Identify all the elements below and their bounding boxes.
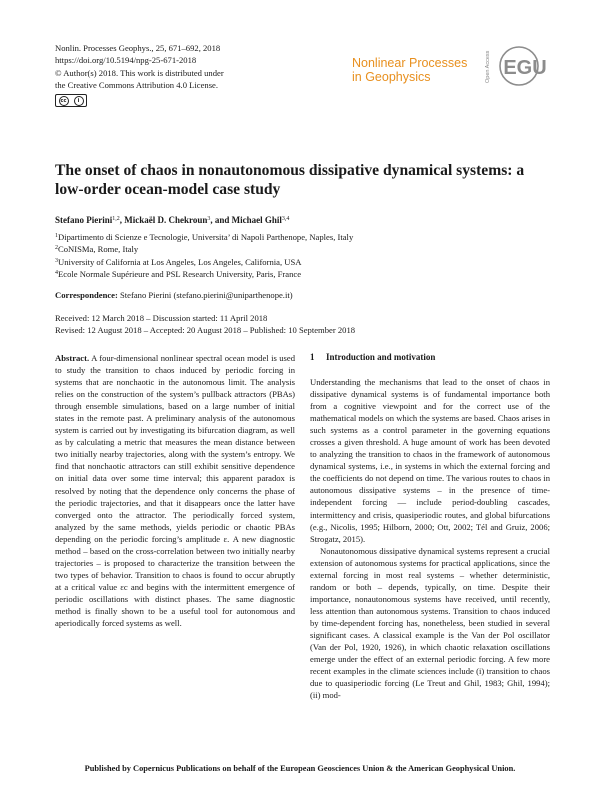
revised-dates: Revised: 12 August 2018 – Accepted: 20 August 2018 – Published: 10 September 2018 — [55, 325, 356, 336]
author-affil-sup: 1,2 — [112, 216, 120, 222]
author-list — [55, 215, 289, 225]
affiliation-text: University of California at Los Angeles, Los Angeles, California, USA — [58, 256, 302, 267]
author-sep: , — [119, 215, 125, 225]
section-title: Introduction and motivation — [326, 352, 436, 362]
affiliation — [55, 268, 353, 280]
egu-logo-text: EGU — [503, 57, 547, 79]
paragraph: Nonautonomous dissipative dynamical systems represent a crucial extension of autonomous systems for practical applications, since the external forcing in most real systems – whether deterministic, random or both – depends, typically, on time. Despite their importance, nonautonomous systems have received, until recently, less attention than autonomous systems. Transition to chaos induced by time-dependent forcing has, nonetheless, been studied in several significant cases. A classical example is the Van der Pol oscillator (Van der Pol, 1920, 1926), in which chaotic relaxation oscillations emerge under the effect of an external periodic forcing. A few more recent examples in the climate sciences include (i) transition to chaos due to quasiperiodic forcing (Le Treut and Ghil, 1983; Ghil, 1994); (ii) mod- — [310, 545, 550, 701]
affiliation — [55, 256, 353, 268]
author-name: Mickaël D. Chekroun — [124, 215, 208, 225]
egu-logo-icon — [497, 44, 553, 88]
correspondence-email[interactable]: Stefano Pierini (stefano.pierini@uniparthenope.it) — [117, 290, 293, 300]
correspondence — [55, 290, 293, 300]
journal-name-line2: in Geophysics — [352, 70, 431, 84]
paragraph: Understanding the mechanisms that lead to the onset of chaos in dissipative dynamical systems is of fundamental importance both from a cognitive viewpoint and for the correct use of the mathematical models on which the systems are based. Chaos arises in such systems as a control parameter in the governing equations crosses a given threshold. A huge amount of work has been devoted to analyzing the transition to chaos in the framework of autonomous dynamical systems, i.e., in systems in which the external forcing and the coefficients do not depend on time. The various routes to chaos in autonomous dissipative systems – in the presence of time-independent forcing — include period-doubling cascades, intermittency and crisis, quasiperiodic routes, and global bifurcations (e.g., Nicolis, 1995; Hilborn, 2000; Ott, 2002; Tél and Gruiz, 2006; Strogatz, 2015). — [310, 377, 550, 544]
abstract — [55, 352, 295, 629]
journal-name — [352, 56, 467, 84]
author-name: Michael Ghil — [231, 215, 282, 225]
affiliation-text: Dipartimento di Scienze e Tecnologie, Universita’ di Napoli Parthenope, Naples, Italy — [58, 232, 354, 242]
affiliation-sup: 1 — [55, 233, 58, 239]
section-number: 1 — [310, 352, 315, 362]
by-icon: i — [74, 96, 84, 106]
author-affil-sup: 3,4 — [281, 216, 290, 222]
author-affil-sup: 3 — [207, 216, 211, 222]
affiliation-list — [55, 231, 353, 281]
introduction-body — [310, 376, 550, 701]
journal-name-line1: Nonlinear Processes — [352, 56, 468, 70]
citation-block — [55, 42, 224, 92]
publisher-footer: Published by Copernicus Publications on behalf of the European Geosciences Union & the American Geophysical Union. — [84, 764, 516, 773]
open-access-label: Open Access — [485, 50, 491, 84]
affiliation-sup: 3 — [55, 257, 58, 264]
affiliation-sup: 2 — [55, 245, 58, 252]
cc-license-badge-icon[interactable] — [55, 94, 87, 107]
author-sep: , and — [210, 215, 232, 225]
paper-title: The onset of chaos in nonautonomous dissipative dynamical systems: a low-order ocean-model case study — [55, 162, 525, 198]
correspondence-label: Correspondence: — [55, 290, 118, 300]
abstract-text: A four-dimensional nonlinear spectral ocean model is used to study the transition to chaos induced by periodic forcing in systems that are nonchaotic in the autonomous limit. The analysis relies on the construction of the system’s pullback attractors (PBAs) through ensemble simulations, based on a large number of initial states in the remote past. A preliminary analysis of the autonomous system is carried out by investigating its bifurcation diagram, as well as by calculating a metric that measures the mean distance between two initially nearby trajectories, along with the system’s entropy. We find that nonchaotic attractors can still exhibit sensitive dependence on initial data over some time interval; this apparent paradox is resolved by noting that the dependence only concerns the phase of the periodic trajectories, and that it disappears once the latter have converged onto the attractor. The periodically forced system, analyzed by the same methods, yields periodic or chaotic PBAs depending on the periodic forcing’s amplitude ε. A new diagnostic method – based on the cross-correlation between two initially nearby trajectories – is proposed to characterize the transition between the two types of behavior. Transition to chaos is found to occur abruptly at a critical value εc and begins with the intermittent emergence of periodic oscillations with distinct phases. The same diagnostic method is finally shown to be a useful tool for autonomous and aperiodically forced systems as well. — [55, 353, 295, 629]
affiliation-text: CoNISMa, Rome, Italy — [58, 244, 139, 255]
citation-line: Nonlin. Processes Geophys., 25, 671–692, 2018 — [55, 43, 221, 53]
cc-icon: cc — [59, 96, 69, 106]
doi-link[interactable]: https://doi.org/10.5194/npg-25-671-2018 — [55, 55, 197, 66]
license-line: the Creative Commons Attribution 4.0 License. — [55, 80, 219, 91]
abstract-label: Abstract. — [55, 353, 90, 363]
affiliation — [55, 231, 353, 243]
affiliation-sup: 4 — [55, 270, 58, 277]
section-heading — [310, 352, 435, 362]
affiliation-text: Ecole Normale Supérieure and PSL Research University, Paris, France — [58, 269, 302, 280]
received-dates: Received: 12 March 2018 – Discussion started: 11 April 2018 — [55, 313, 268, 323]
author-name: Stefano Pierini — [55, 215, 113, 225]
publication-dates — [55, 312, 355, 337]
affiliation — [55, 243, 353, 255]
copyright-line: © Author(s) 2018. This work is distributed under — [55, 67, 224, 78]
